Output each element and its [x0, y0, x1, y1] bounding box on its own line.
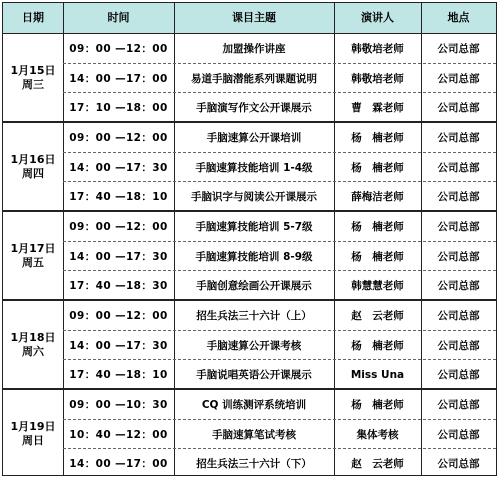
session-time: 09：00 —12：00: [69, 43, 168, 55]
table-row: [63, 359, 496, 389]
session-speaker: 曹 霖老师: [351, 102, 404, 114]
header-time: 时间: [107, 11, 130, 24]
header-topic: 课目主题: [232, 11, 276, 24]
session-time: 17：40 —18：30: [69, 280, 168, 292]
session-topic: 手脑识字与阅读公开课展示: [191, 191, 317, 203]
day-group: [3, 34, 496, 121]
session-speaker: 韩慧慧老师: [351, 280, 404, 292]
session-place: 公司总部: [437, 310, 480, 322]
session-speaker: 集体考核: [356, 429, 399, 441]
day-date: 1月17日: [10, 241, 56, 255]
day-weekday: 周四: [22, 166, 44, 180]
session-time: 17：40 —18：10: [69, 369, 168, 381]
session-time: 17：10 —18：00: [69, 102, 168, 114]
day-weekday: 周日: [22, 433, 44, 447]
table-row: [63, 330, 496, 360]
session-topic: 招生兵法三十六计（上）: [196, 310, 312, 322]
header-date: 日期: [22, 11, 44, 24]
session-time: 14：00 —17：00: [69, 458, 168, 470]
session-speaker: 杨 楠老师: [351, 221, 404, 233]
day-date: 1月16日: [10, 152, 56, 166]
session-time: 17：40 —18：10: [69, 191, 168, 203]
session-time: 14：00 —17：30: [69, 162, 168, 174]
table-row: [63, 181, 496, 211]
day-group: [3, 388, 496, 477]
session-speaker: 杨 楠老师: [351, 399, 404, 411]
table-row: [63, 123, 496, 152]
session-topic: 手脑速算技能培训 8-9级: [195, 251, 313, 263]
session-speaker: 韩敬培老师: [351, 43, 404, 55]
table-header: [3, 3, 496, 34]
session-topic: 加盟操作讲座: [222, 43, 286, 55]
day-group: [3, 210, 496, 299]
session-place: 公司总部: [437, 102, 480, 114]
session-topic: 手脑说唱英语公开课展示: [196, 369, 312, 381]
session-speaker: 赵 云老师: [351, 310, 404, 322]
session-place: 公司总部: [437, 251, 480, 263]
session-place: 公司总部: [437, 280, 480, 292]
day-group: [3, 121, 496, 210]
session-place: 公司总部: [437, 429, 480, 441]
table-row: [63, 448, 496, 478]
day-date: 1月18日: [10, 330, 56, 344]
table-row: [63, 152, 496, 182]
day-weekday: 周五: [22, 255, 44, 269]
session-speaker: 薛梅洁老师: [351, 191, 404, 203]
session-speaker: 赵 云老师: [351, 458, 404, 470]
session-place: 公司总部: [437, 132, 480, 144]
table-row: [63, 63, 496, 93]
session-time: 10：40 —12：00: [69, 429, 168, 441]
session-place: 公司总部: [437, 162, 480, 174]
day-date-cell: [3, 34, 63, 121]
session-topic: 易道手脑潜能系列课题说明: [191, 73, 317, 85]
session-topic: CQ 训练测评系统培训: [201, 399, 307, 411]
schedule-table: [2, 2, 497, 476]
day-date-cell: [3, 212, 63, 299]
session-speaker: 韩敬培老师: [351, 73, 404, 85]
session-speaker: Miss Una: [350, 368, 405, 381]
session-topic: 手脑速算笔试考核: [212, 429, 296, 441]
session-place: 公司总部: [437, 458, 480, 470]
day-weekday: 周三: [22, 77, 44, 91]
session-time: 14：00 —17：30: [69, 251, 168, 263]
session-place: 公司总部: [437, 191, 480, 203]
table-row: [63, 270, 496, 300]
session-speaker: 杨 楠老师: [351, 340, 404, 352]
session-place: 公司总部: [437, 221, 480, 233]
session-speaker: 杨 楠老师: [351, 251, 404, 263]
day-group: [3, 299, 496, 388]
table-row: [63, 390, 496, 419]
session-time: 14：00 —17：00: [69, 73, 168, 85]
table-row: [63, 92, 496, 122]
session-topic: 手脑演写作文公开课展示: [196, 102, 312, 114]
session-speaker: 杨 楠老师: [351, 162, 404, 174]
session-place: 公司总部: [437, 43, 480, 55]
day-date: 1月19日: [10, 419, 56, 433]
session-time: 14：00 —17：30: [69, 340, 168, 352]
session-topic: 手脑速算公开课培训: [206, 132, 302, 144]
header-speaker: 演讲人: [361, 11, 394, 24]
table-row: [63, 301, 496, 330]
session-speaker: 杨 楠老师: [351, 132, 404, 144]
session-place: 公司总部: [437, 369, 480, 381]
session-time: 09：00 —12：00: [69, 310, 168, 322]
header-place: 地点: [447, 11, 470, 24]
session-place: 公司总部: [437, 340, 480, 352]
day-date: 1月15日: [10, 63, 56, 77]
day-date-cell: [3, 123, 63, 210]
day-date-cell: [3, 301, 63, 388]
session-time: 09：00 —12：00: [69, 132, 168, 144]
session-place: 公司总部: [437, 399, 480, 411]
session-topic: 手脑创意绘画公开课展示: [196, 280, 312, 292]
session-place: 公司总部: [437, 73, 480, 85]
session-topic: 手脑速算技能培训 1-4级: [195, 162, 313, 174]
table-row: [63, 419, 496, 449]
session-time: 09：00 —12：00: [69, 221, 168, 233]
session-time: 09：00 —10：30: [69, 399, 168, 411]
session-topic: 手脑速算技能培训 5-7级: [195, 221, 313, 233]
table-row: [63, 241, 496, 271]
session-topic: 招生兵法三十六计（下）: [196, 458, 312, 470]
day-weekday: 周六: [22, 344, 44, 358]
day-date-cell: [3, 390, 63, 477]
table-row: [63, 212, 496, 241]
session-topic: 手脑速算公开课考核: [206, 340, 302, 352]
table-row: [63, 34, 496, 63]
